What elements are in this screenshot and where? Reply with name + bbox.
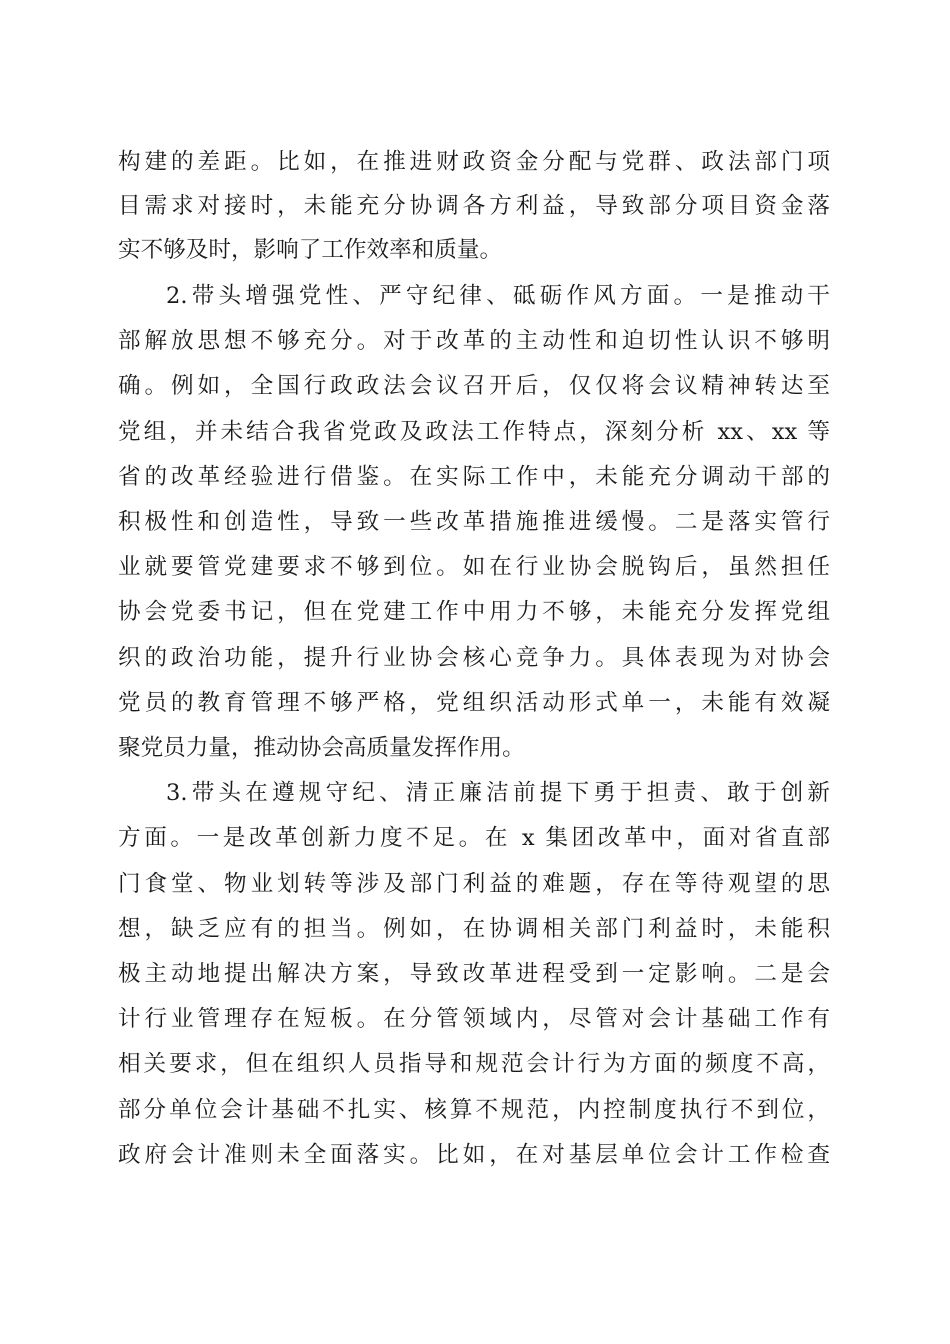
text-line: 省的改革经验进行借鉴。在实际工作中，未能充分调动干部的: [118, 464, 830, 490]
text-line: 部分单位会计基础不扎实、核算不规范，内控制度执行不到位，: [118, 1097, 830, 1123]
text-line: 构建的差距。比如，在推进财政资金分配与党群、政法部门项: [118, 149, 830, 175]
text-line: 部解放思想不够充分。对于改革的主动性和迫切性认识不够明: [118, 328, 830, 354]
text-line: 相关要求，但在组织人员指导和规范会计行为方面的频度不高，: [118, 1051, 830, 1077]
text-line: 计行业管理存在短板。在分管领域内，尽管对会计基础工作有: [118, 1006, 830, 1032]
text-line: 协会党委书记，但在党建工作中用力不够，未能充分发挥党组: [118, 599, 830, 625]
text-line: 想，缺乏应有的担当。例如，在协调相关部门利益时，未能积: [118, 916, 830, 942]
text-line: 确。例如，全国行政政法会议召开后，仅仅将会议精神转达至: [118, 373, 830, 399]
text-line: 织的政治功能，提升行业协会核心竞争力。具体表现为对协会: [118, 645, 830, 671]
text-line: 目需求对接时，未能充分协调各方利益，导致部分项目资金落: [118, 193, 830, 219]
text-line: 党组，并未结合我省党政及政法工作特点，深刻分析 xx、xx 等: [118, 419, 830, 445]
text-line: 业就要管党建要求不够到位。如在行业协会脱钩后，虽然担任: [118, 554, 830, 580]
paragraph-start-line: 2.带头增强党性、严守纪律、砥砺作风方面。一是推动干: [166, 283, 830, 309]
text-line: 党员的教育管理不够严格，党组织活动形式单一，未能有效凝: [118, 690, 830, 716]
text-line: 聚党员力量，推动协会高质量发挥作用。: [118, 735, 525, 761]
text-line: 门食堂、物业划转等涉及部门利益的难题，存在等待观望的思: [118, 871, 830, 897]
text-line: 政府会计准则未全面落实。比如，在对基层单位会计工作检查: [118, 1142, 830, 1168]
text-line: 实不够及时，影响了工作效率和质量。: [118, 237, 503, 263]
paragraph-start-line: 3.带头在遵规守纪、清正廉洁前提下勇于担责、敢于创新: [166, 780, 830, 806]
text-line: 积极性和创造性，导致一些改革措施推进缓慢。二是落实管行: [118, 509, 830, 535]
text-line: 方面。一是改革创新力度不足。在 x 集团改革中，面对省直部: [118, 825, 830, 851]
text-line: 极主动地提出解决方案，导致改革进程受到一定影响。二是会: [118, 961, 830, 987]
